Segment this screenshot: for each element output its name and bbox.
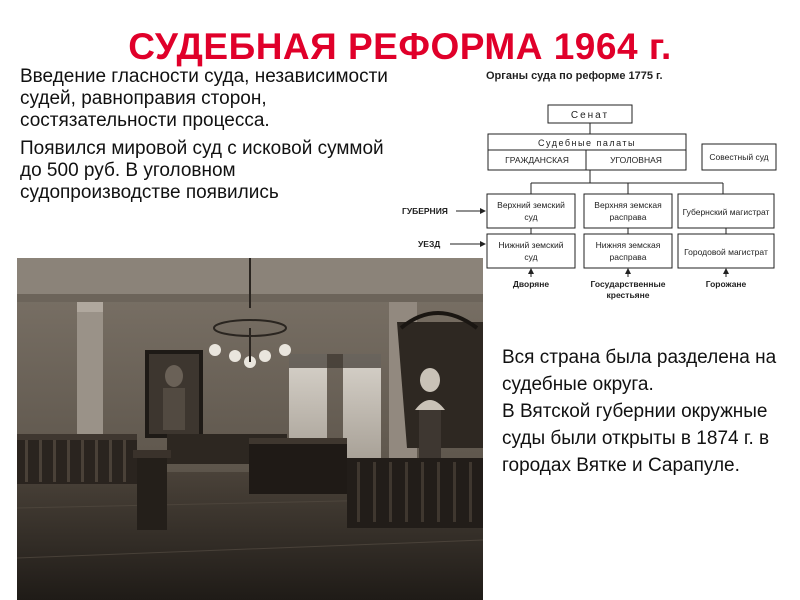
estate-nobles-label: Дворяне — [512, 279, 550, 289]
upper-zemsky-court-label-1: Верхний земский — [497, 200, 565, 210]
intro-paragraph-2: Появился мировой суд с исковой суммой до 500 руб. В уголовном судопроизводстве появились — [20, 138, 384, 203]
right-text: Вся страна была разделена на судебные округа. В Вятской губернии окружные суды были открыты в 1874 г. в городах Вятке и Сарапуле. — [502, 347, 777, 476]
courtroom-photo — [17, 258, 483, 600]
upper-rasprava-label-1: Верхняя земская — [594, 200, 662, 210]
estate-state-peasants-label-1: Государственные — [590, 279, 666, 289]
peasants-arrow-head — [625, 268, 631, 274]
gub-magistrat-label: Губернский магистрат — [682, 207, 770, 217]
guberniya-arrow-head — [480, 208, 486, 214]
slide-title: СУДЕБНАЯ РЕФОРМА 1964 г. — [128, 26, 672, 67]
estate-townspeople-label: Горожане — [705, 279, 747, 289]
upper-zemsky-court-label-2: суд — [524, 212, 538, 222]
intro-paragraph-1: Введение гласности суда, независимости судей, равноправия сторон, состязательности процесса. — [20, 66, 388, 131]
level-guberniya-label: ГУБЕРНИЯ — [402, 206, 448, 216]
lower-zemsky-court-label-2: суд — [524, 252, 538, 262]
level-uezd-label: УЕЗД — [418, 239, 441, 249]
townspeople-arrow-head — [723, 268, 729, 274]
uezd-arrow-head — [480, 241, 486, 247]
senate-label: Сенат — [570, 110, 610, 121]
city-magistrat-label: Городовой магистрат — [684, 247, 768, 257]
diagram-title: Органы суда по реформе 1775 г. — [486, 70, 663, 82]
nobles-arrow-head — [528, 268, 534, 274]
estate-state-peasants-label-2: крестьяне — [606, 290, 650, 300]
upper-rasprava-label-2: расправа — [609, 212, 647, 222]
lower-rasprava-label-1: Нижняя земская — [595, 240, 661, 250]
lower-zemsky-court-label-1: Нижний земский — [498, 240, 564, 250]
intro-text — [20, 66, 400, 210]
civil-chamber-label: ГРАЖДАНСКАЯ — [505, 155, 569, 165]
conscience-court-label: Совестный суд — [709, 152, 769, 162]
criminal-chamber-label: УГОЛОВНАЯ — [610, 155, 662, 165]
lower-rasprava-label-2: расправа — [609, 252, 647, 262]
chambers-label: Судебные палаты — [538, 138, 636, 148]
